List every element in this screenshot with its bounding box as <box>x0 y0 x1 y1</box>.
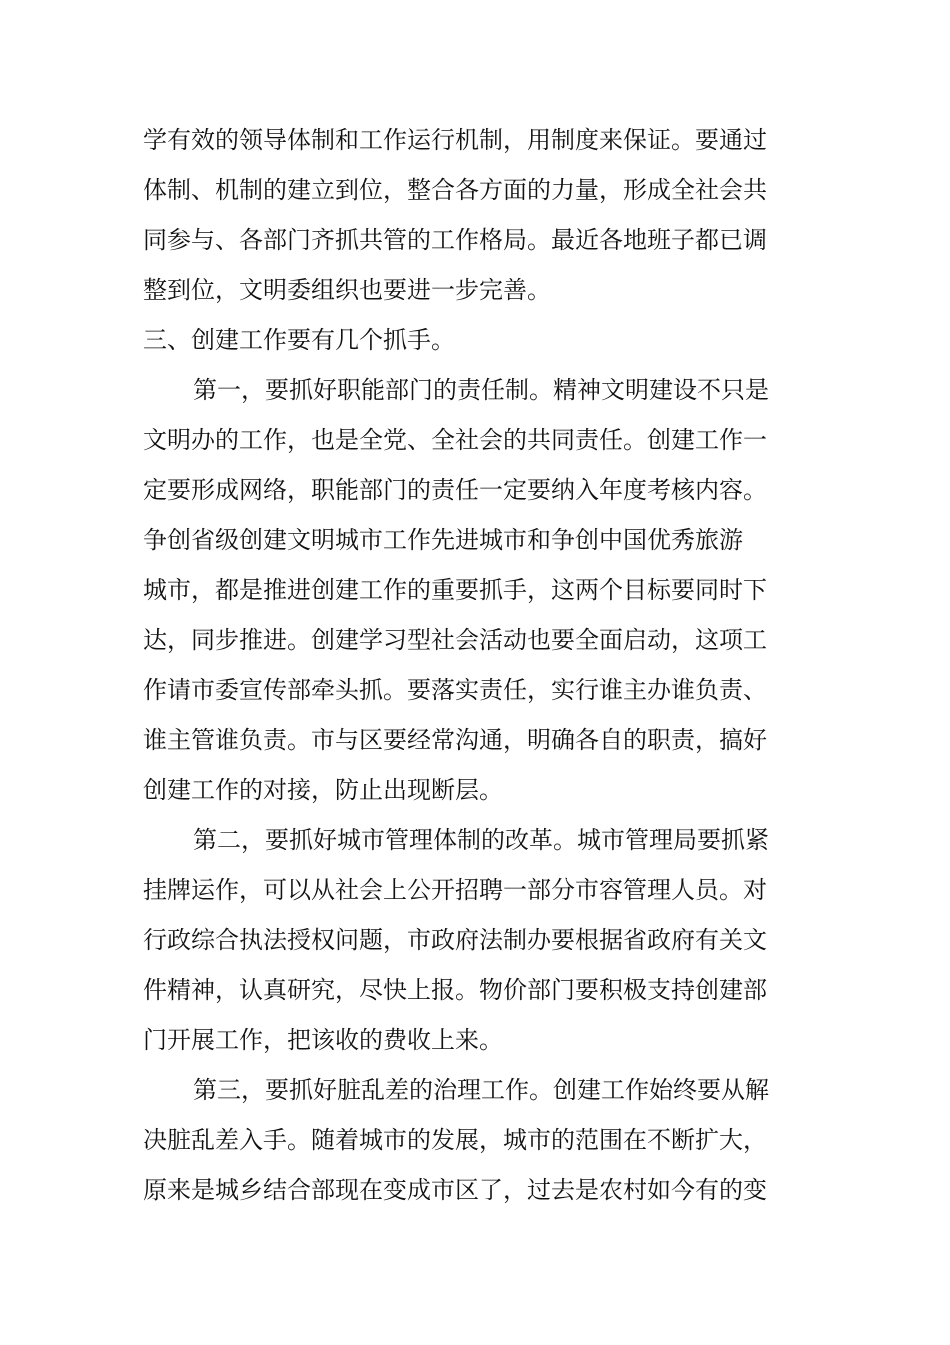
text-line-7: 文明办的工作，也是全党、全社会的共同责任。创建工作一 <box>143 426 767 454</box>
text-line-21: 决脏乱差入手。随着城市的发展，城市的范围在不断扩大， <box>143 1126 767 1154</box>
paragraph-first-line: 第二，要抓好城市管理体制的改革。城市管理局要抓紧 <box>193 826 769 854</box>
text-line-22: 原来是城乡结合部现在变成市区了，过去是农村如今有的变 <box>143 1176 767 1204</box>
text-line-18: 件精神，认真研究，尽快上报。物价部门要积极支持创建部 <box>143 976 767 1004</box>
text-line-16: 挂牌运作，可以从社会上公开招聘一部分市容管理人员。对 <box>143 876 767 904</box>
text-line-14: 创建工作的对接，防止出现断层。 <box>143 776 503 804</box>
text-line-10: 城市，都是推进创建工作的重要抓手，这两个目标要同时下 <box>143 576 767 604</box>
section-heading: 三、创建工作要有几个抓手。 <box>143 326 455 354</box>
paragraph-first-line: 第一，要抓好职能部门的责任制。精神文明建设不只是 <box>193 376 769 404</box>
text-line-19: 门开展工作，把该收的费收上来。 <box>143 1026 503 1054</box>
paragraph-first-line: 第三，要抓好脏乱差的治理工作。创建工作始终要从解 <box>193 1076 769 1104</box>
text-line-12: 作请市委宣传部牵头抓。要落实责任，实行谁主办谁负责、 <box>143 676 767 704</box>
text-line-3: 同参与、各部门齐抓共管的工作格局。最近各地班子都已调 <box>143 226 767 254</box>
text-line-13: 谁主管谁负责。市与区要经常沟通，明确各自的职责，搞好 <box>143 726 767 754</box>
text-line-2: 体制、机制的建立到位，整合各方面的力量，形成全社会共 <box>143 176 767 204</box>
text-line-9: 争创省级创建文明城市工作先进城市和争创中国优秀旅游 <box>143 526 743 554</box>
text-line-8: 定要形成网络，职能部门的责任一定要纳入年度考核内容。 <box>143 476 767 504</box>
text-line-11: 达，同步推进。创建学习型社会活动也要全面启动，这项工 <box>143 626 767 654</box>
text-line-1: 学有效的领导体制和工作运行机制，用制度来保证。要通过 <box>143 126 767 154</box>
text-line-4: 整到位，文明委组织也要进一步完善。 <box>143 276 551 304</box>
text-line-17: 行政综合执法授权问题，市政府法制办要根据省政府有关文 <box>143 926 767 954</box>
